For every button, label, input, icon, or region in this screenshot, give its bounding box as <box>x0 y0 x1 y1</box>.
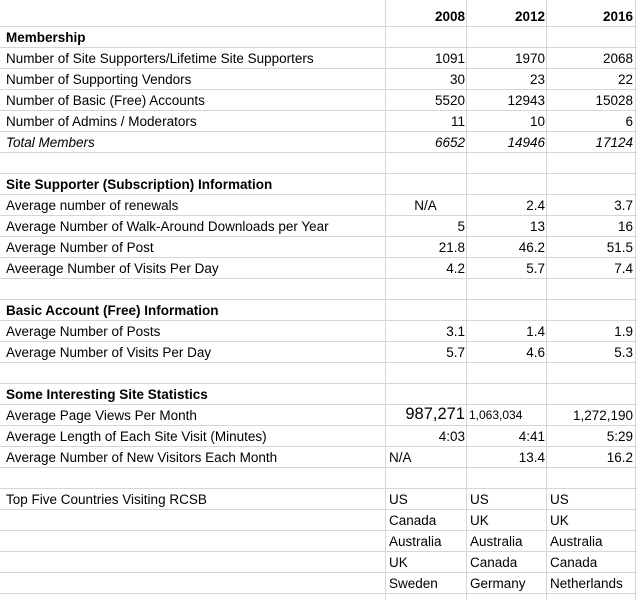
value-2016: 1,272,190 <box>572 408 633 423</box>
value-2008: 5520 <box>434 93 465 108</box>
value-2008: 1091 <box>434 51 465 66</box>
empty-row <box>0 153 637 174</box>
year-2016-header: 2016 <box>602 9 633 24</box>
section-row <box>0 300 637 321</box>
row-label: Average Page Views Per Month <box>6 408 197 423</box>
table-row <box>0 573 637 594</box>
country-2016: UK <box>550 513 569 528</box>
row-label: Average number of renewals <box>6 198 179 213</box>
empty-row <box>0 363 637 384</box>
value-2016: 16 <box>617 219 633 234</box>
table-row <box>0 111 637 132</box>
table-row <box>0 342 637 363</box>
section-row <box>0 384 637 405</box>
country-2008: Australia <box>389 534 442 549</box>
value-2016: 5:29 <box>606 429 633 444</box>
table-row <box>0 69 637 90</box>
value-2008: 6652 <box>434 135 465 150</box>
row-label: Top Five Countries Visiting RCSB <box>6 492 207 507</box>
country-2016: Netherlands <box>550 576 623 591</box>
row-label: Average Number of Visits Per Day <box>6 345 212 360</box>
country-2012: Australia <box>470 534 523 549</box>
table-row <box>0 48 637 69</box>
country-2008: Sweden <box>389 576 438 591</box>
country-2008: US <box>389 492 408 507</box>
year-2008-header: 2008 <box>434 9 465 24</box>
section-row <box>0 174 637 195</box>
country-2016: Canada <box>550 555 598 570</box>
value-2012: 23 <box>529 72 545 87</box>
value-2016: 2068 <box>602 51 633 66</box>
table-row <box>0 195 637 216</box>
value-2012: 12943 <box>507 93 545 108</box>
value-2008: 987,271 <box>405 405 465 423</box>
value-2012: 13.4 <box>518 450 545 465</box>
value-2008: 4:03 <box>438 429 465 444</box>
value-2016: 17124 <box>595 135 633 150</box>
row-label: Total Members <box>6 135 95 150</box>
country-2012: US <box>470 492 489 507</box>
value-2012: 2.4 <box>526 198 545 213</box>
country-2016: US <box>550 492 569 507</box>
empty-row <box>0 468 637 489</box>
value-2008: N/A <box>414 198 437 213</box>
value-2016: 15028 <box>595 93 633 108</box>
section-title-basic: Basic Account (Free) Information <box>6 303 219 318</box>
country-2008: UK <box>389 555 408 570</box>
header-row <box>0 0 637 27</box>
value-2008: 21.8 <box>438 240 465 255</box>
row-label: Average Number of Posts <box>6 324 161 339</box>
value-2016: 6 <box>625 114 633 129</box>
value-2016: 16.2 <box>606 450 633 465</box>
value-2008: 3.1 <box>446 324 465 339</box>
value-2008: 5 <box>457 219 465 234</box>
section-title-membership: Membership <box>6 30 86 45</box>
value-2012: 4:41 <box>518 429 545 444</box>
section-title-supporter: Site Supporter (Subscription) Information <box>6 177 273 192</box>
value-2012: 10 <box>529 114 545 129</box>
value-2016: 22 <box>617 72 633 87</box>
value-2016: 51.5 <box>606 240 633 255</box>
country-2012: Germany <box>470 576 526 591</box>
country-2012: Canada <box>470 555 518 570</box>
total-row <box>0 132 637 153</box>
row-label: Average Length of Each Site Visit (Minutes) <box>6 429 267 444</box>
value-2008: 11 <box>450 114 465 129</box>
value-2012: 4.6 <box>526 345 545 360</box>
table-row <box>0 405 637 426</box>
row-label: Average Number of Post <box>6 240 154 255</box>
value-2012: 5.7 <box>526 261 545 276</box>
table-row <box>0 237 637 258</box>
country-2008: Canada <box>389 513 437 528</box>
row-label: Number of Basic (Free) Accounts <box>6 93 205 108</box>
value-2008: N/A <box>389 450 412 465</box>
value-2012: 1,063,034 <box>469 408 523 422</box>
row-label: Average Number of Walk-Around Downloads per Year <box>6 219 329 234</box>
value-2008: 4.2 <box>446 261 465 276</box>
value-2016: 5.3 <box>614 345 633 360</box>
row-label: Aveerage Number of Visits Per Day <box>6 261 219 276</box>
value-2012: 13 <box>529 219 545 234</box>
table-row <box>0 321 637 342</box>
empty-row <box>0 279 637 300</box>
section-row <box>0 27 637 48</box>
value-2016: 7.4 <box>614 261 633 276</box>
table-row <box>0 552 637 573</box>
row-label: Number of Supporting Vendors <box>6 72 192 87</box>
row-label: Number of Site Supporters/Lifetime Site Supporters <box>6 51 314 66</box>
value-2012: 1.4 <box>526 324 545 339</box>
value-2012: 46.2 <box>518 240 545 255</box>
value-2012: 1970 <box>514 51 545 66</box>
section-title-statistics: Some Interesting Site Statistics <box>6 387 208 402</box>
country-2012: UK <box>470 513 489 528</box>
table-row <box>0 510 637 531</box>
year-2012-header: 2012 <box>514 9 545 24</box>
value-2012: 14946 <box>507 135 545 150</box>
table-row <box>0 447 637 468</box>
value-2008: 5.7 <box>446 345 465 360</box>
value-2016: 3.7 <box>614 198 633 213</box>
table-row <box>0 489 637 510</box>
country-2016: Australia <box>550 534 603 549</box>
row-label: Average Number of New Visitors Each Month <box>6 450 278 465</box>
table-row <box>0 216 637 237</box>
table-row <box>0 90 637 111</box>
table-row <box>0 531 637 552</box>
table-row <box>0 426 637 447</box>
table-row <box>0 258 637 279</box>
row-label: Number of Admins / Moderators <box>6 114 197 129</box>
value-2008: 30 <box>449 72 465 87</box>
value-2016: 1.9 <box>614 324 633 339</box>
